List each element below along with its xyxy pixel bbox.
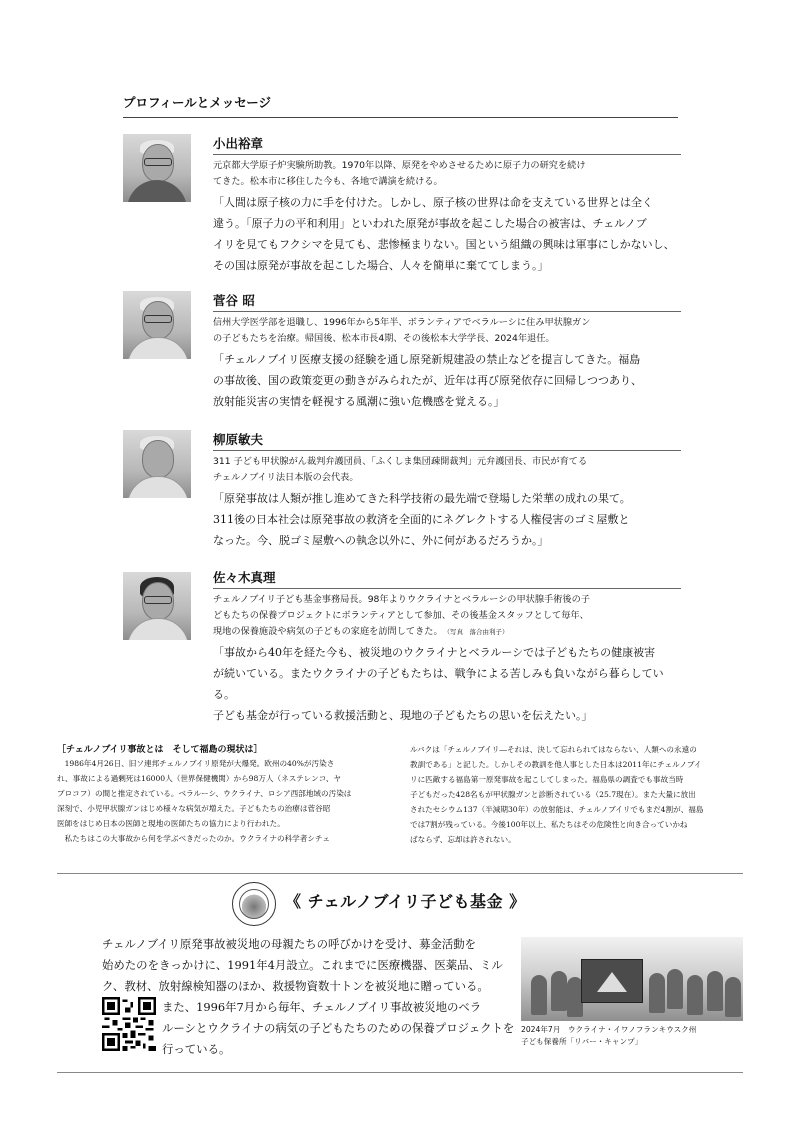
portrait-photo — [123, 291, 191, 359]
profile-name: 佐々木真理 — [213, 570, 276, 585]
portrait-photo — [123, 572, 191, 640]
section-divider — [123, 117, 678, 118]
profile-bio: 信州大学医学部を退職し、1996年から5年半、ボランティアでベラルーシに住み甲状腺ガン の子どもたちを治療。帰国後、松本市長4期、その後松本大学学長、2024年退任。 — [213, 317, 591, 344]
profile-bio: 311 子ども甲状腺がん裁判弁護団員、「ふくしま集団疎開裁判」元弁護団長、市民が育てる チェルノブイリ法日本版の会代表。 — [213, 456, 588, 483]
section-title: プロフィールとメッセージ — [123, 95, 272, 110]
profile-quote: 「人間は原子核の力に手を付けた。しかし、原子核の世界は命を支えている世界とは全く 違う。「原子力の平和利用」といわれた原発が事故を起こした場合の被害は、チェルノブ イリを見てもフクシマを見ても、悲惨極まりない。国という組織の興味は軍事にしかないし、 その国は原発が事故を起こした場合、人々を簡単に棄ててしまう。」 — [213, 196, 675, 272]
profile-quote: 「チェルノブイリ医療支援の経験を通し原発新規建設の禁止などを提言してきた。福島 の事故後、国の政策変更の動きがみられたが、近年は再び原発依存に回帰しつつあり、 放射能災害の実情を軽視する風潮に強い危機感を覚える。」 — [213, 353, 642, 408]
history-title: ［チェルノブイリ事故とは そして福島の現状は］ — [57, 745, 263, 755]
profile-name: 菅谷 昭 — [213, 293, 255, 308]
qr-code[interactable] — [102, 997, 156, 1051]
photo-caption: 2024年7月 ウクライナ・イワノフランキウスク州 子ども保養所「リバー・キャンプ」 — [521, 1025, 697, 1046]
profile-name: 小出裕章 — [213, 136, 264, 151]
portrait-photo — [123, 134, 191, 202]
history-column-right: ルバクは「チェルノブイリ―それは、決して忘れられてはならない、人類への永遠の 教訓である」と記した。しかしその教訓を他人事とした日本は2011年にチェルノブイ リに匹敵する福島第一原発事故を起こしてしまった。福島県の調査でも事故当時 子どもだった428名もが甲状腺ガンと診断されている（25.7現在）。また大量に放出 されたセシウム137（半減期30年）の放射能は、チェルノブイリでもまだ4割が、福島 では7割が残っている。今後100年以上、私たちはその危険性と向き合っていかね ばならず、忘却は許されない。 — [410, 745, 704, 844]
banner-image — [581, 959, 643, 1003]
profile-bio: チェルノブイリ子ども基金事務局長。98年よりウクライナとベラルーシの甲状腺手術後の子 どもたちの保養プロジェクトにボランティアとして参加、その後基金スタッフとして毎年、 現地の保養施設や病気の子どもの家庭を訪問してきた。 （写真 落合由利子） — [213, 594, 590, 637]
profile-quote: 「原発事故は人類が推し進めてきた科学技術の最先端で登場した栄華の成れの果て。 311後の日本社会は原発事故の救済を全面的にネグレクトする人権侵害のゴミ屋敷と なった。今、脱ゴミ屋敷への執念以外に、外に何があるだろうか。」 — [213, 492, 631, 547]
fund-project-description: また、1996年7月から毎年、チェルノブイリ事故被災地のベラ ルーシとウクライナの病気の子どもたちのための保養プロジェクトを 行っている。 — [162, 1000, 515, 1056]
section-divider — [57, 873, 743, 874]
profile-rule — [213, 154, 681, 155]
profile-name: 柳原敏夫 — [213, 432, 264, 447]
fund-logo — [232, 882, 276, 926]
section-divider — [57, 1072, 743, 1073]
profile-rule — [213, 588, 681, 589]
profile-rule — [213, 450, 681, 451]
photo-credit: （写真 落合由利子） — [446, 628, 509, 636]
fund-title: 《 チェルノブイリ子ども基金 》 — [285, 892, 526, 911]
fund-description: チェルノブイリ原発事故被災地の母親たちの呼びかけを受け、募金活動を 始めたのをきっかけに、1991年4月設立。これまでに医療機器、医薬品、ミル ク、教材、放射線検知器のほか、救援物資数十トンを被災地に贈っている。 — [102, 937, 503, 993]
portrait-photo — [123, 430, 191, 498]
profile-bio: 元京都大学原子炉実験所助教。1970年以降、原発をやめさせるために原子力の研究を続け てきた。松本市に移住した今も、各地で講演を続ける。 — [213, 160, 586, 187]
profile-quote: 「事故から40年を経た今も、被災地のウクライナとベラルーシでは子どもたちの健康被害 が続いている。またウクライナの子どもたちは、戦争による苦しみも負いながら暮らしている。 子ども基金が行っている救援活動と、現地の子どもたちの思いを伝えたい。」 — [213, 646, 664, 722]
camp-group-photo — [521, 937, 743, 1021]
history-column-left: 1986年4月26日、旧ソ連邦チェルノブイリ原発が大爆発。欧州の40%が汚染さ れ、事故による過剰死は16000人（世界保健機関）から98万人（ネステレンコ、ヤ ブロコフ）の間と推定されている。ベラルーシ、ウクライナ、ロシア西部地域の汚染は 深刻で、小児甲状腺ガンはじめ様々な病気が増えた。子どもたちの治療は菅谷昭 医師をはじめ日本の医師と現地の医師たちの協力により行われた。 私たちはこの大事故から何を学ぶべきだったのか。ウクライナの科学者シチェ — [57, 759, 352, 843]
profile-rule — [213, 311, 681, 312]
